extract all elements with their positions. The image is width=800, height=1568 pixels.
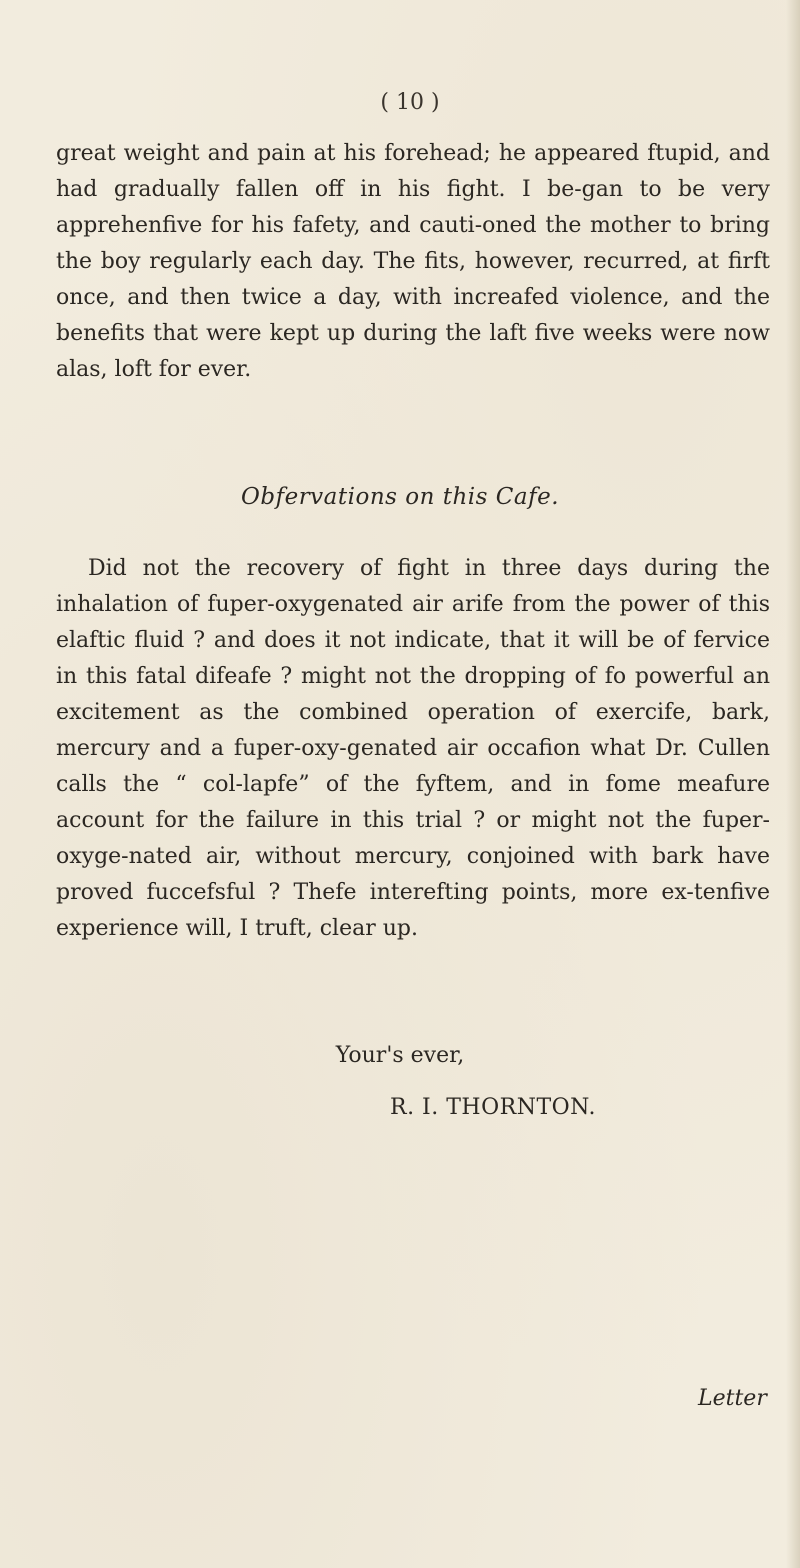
catchword: Letter (698, 1386, 767, 1411)
paragraph-observations: Did not the recovery of fight in three days during the inhalation of fuper-oxygenated air arife from the power of this elaftic fluid ? and does it not indicate, that it will be of fervice in this fatal difeafe ? might not the dropping of fo powerful an excitement as the combined operation of exercife, bark, mercury and a fuper-oxy-genated air occafion what Dr. Cullen calls the “ col-lapfe” of the fyftem, and in fome meafure account for the failure in this trial ? or might not the fuper-oxyge-nated air, without mercury, conjoined with bark have proved fuccefsful ? Thefe interefting points, more ex-tenfive experience will, I truft, clear up. (56, 556, 770, 941)
letter-closing: Your's ever, (335, 1043, 465, 1068)
section-heading: Obfervations on this Cafe. (240, 484, 560, 510)
page-edge-shadow (786, 0, 800, 1568)
author-signature: R. I. THORNTON. (390, 1095, 596, 1120)
paragraph-case-report: great weight and pain at his forehead; he appeared ftupid, and had gradually fallen off in his fight. I be-gan to be very apprehenfive for his fafety, and cauti-oned the mother to bring the boy regularly each day. The fits, however, recurred, at firft once, and then twice a day, with increafed violence, and the benefits that were kept up during the laft five weeks were now alas, loft for ever. (56, 141, 770, 382)
page-number: ( 10 ) (380, 90, 440, 115)
